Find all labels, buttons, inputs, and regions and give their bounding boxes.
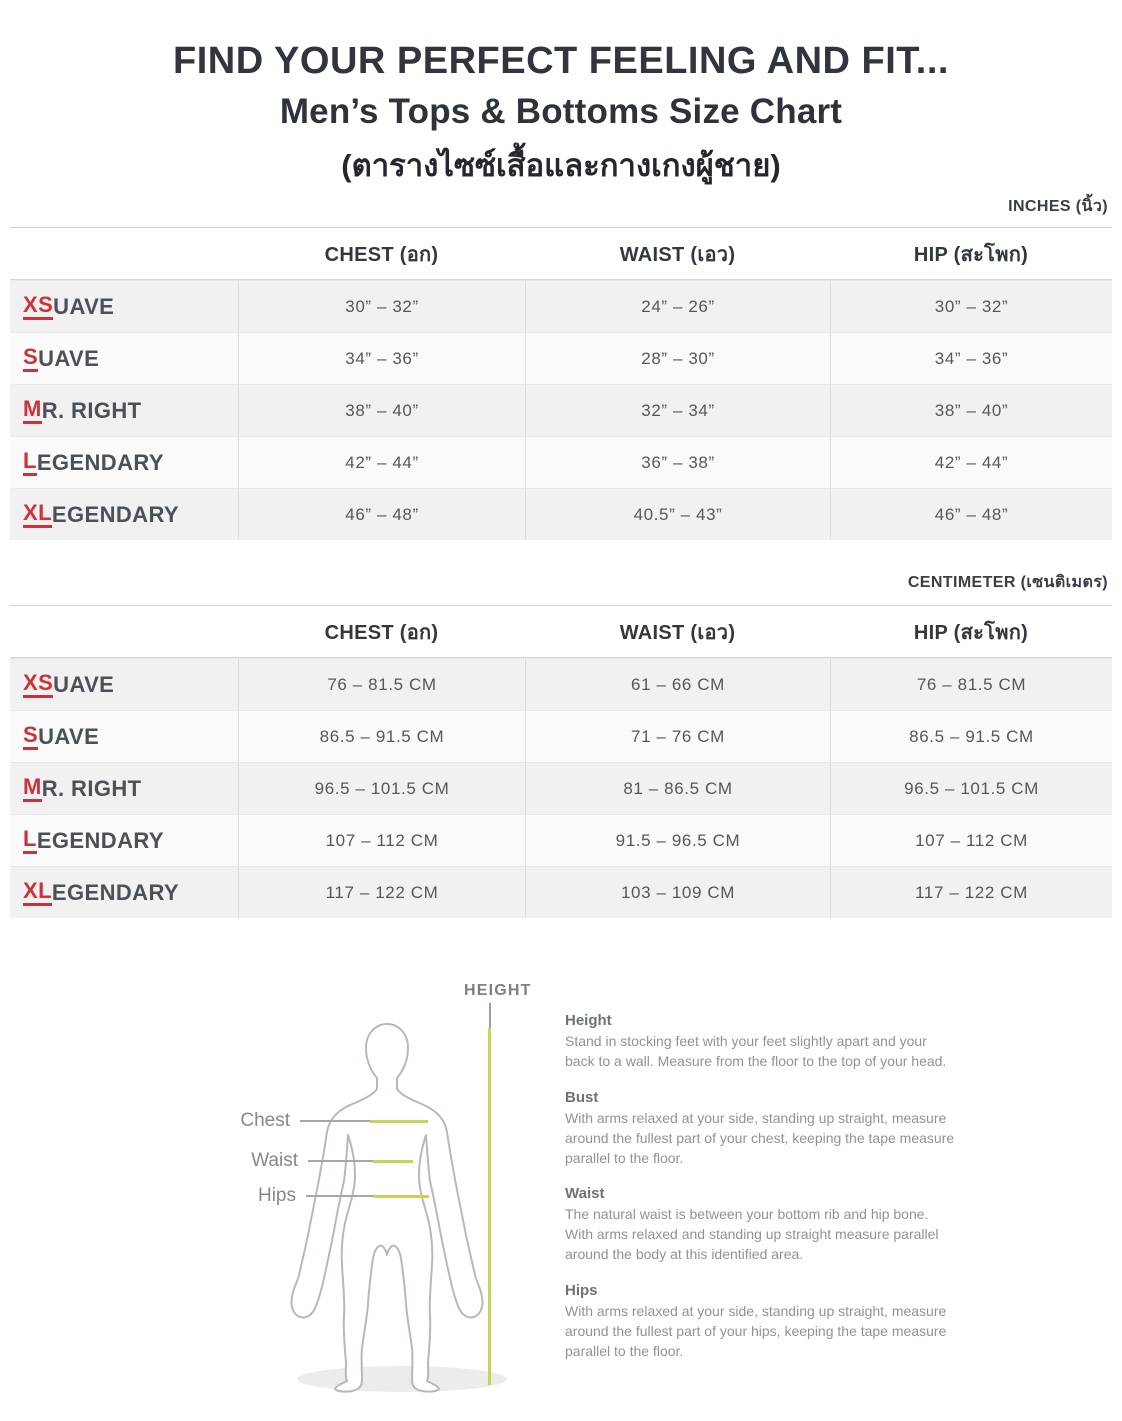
waist-column-header: WAIST (เอว) (619, 621, 736, 644)
hip-value: 34” – 36” (830, 333, 1112, 384)
waist-value: 81 – 86.5 CM (525, 763, 830, 814)
size-prefix: XS (23, 671, 53, 698)
hip-value: 117 – 122 CM (830, 867, 1112, 918)
page-title: FIND YOUR PERFECT FEELING AND FIT... (173, 40, 949, 82)
table-row (10, 866, 1112, 918)
waist-value: 71 – 76 CM (525, 711, 830, 762)
centimeter-size-table (10, 605, 1112, 918)
waist-value: 61 – 66 CM (525, 659, 830, 710)
table-header-row (10, 606, 1112, 658)
table-row (10, 710, 1112, 762)
table-row (10, 762, 1112, 814)
size-label: XS UAVE (23, 669, 115, 697)
hip-value: 42” – 44” (830, 437, 1112, 488)
table-row (10, 658, 1112, 710)
size-label: M R. RIGHT (23, 773, 142, 801)
hip-column-header: HIP (สะโพก) (913, 243, 1029, 266)
chest-value: 34” – 36” (238, 333, 525, 384)
chest-value: 30” – 32” (238, 281, 525, 332)
size-label: XS UAVE (23, 291, 115, 319)
instruction-title: Height (565, 1012, 612, 1029)
size-label: L EGENDARY (23, 825, 164, 853)
chest-value: 117 – 122 CM (238, 867, 525, 918)
size-prefix: M (23, 397, 42, 424)
hip-value: 46” – 48” (830, 489, 1112, 540)
instruction-text: The natural waist is between your bottom rib and hip bone. With arms relaxed and standing up straight measure parallel around the body at this identified area. (565, 1206, 939, 1263)
chest-measure-row (232, 1110, 428, 1132)
instruction-text: Stand in stocking feet with your feet slightly apart and your back to a wall. Measure from the floor to the top of your head. (565, 1033, 947, 1069)
hip-value: 30” – 32” (830, 281, 1112, 332)
instruction-title: Bust (565, 1088, 599, 1106)
size-label: XL EGENDARY (23, 877, 179, 905)
size-prefix: S (23, 345, 38, 372)
hip-value: 38” – 40” (830, 385, 1112, 436)
page-subtitle: Men’s Tops & Bottoms Size Chart (279, 92, 843, 131)
body-silhouette (291, 1024, 482, 1392)
size-label: M R. RIGHT (23, 395, 142, 423)
chest-value: 86.5 – 91.5 CM (238, 711, 525, 762)
table-row (10, 332, 1112, 384)
waist-value: 40.5” – 43” (525, 489, 830, 540)
hips-measure-line (374, 1195, 429, 1198)
instruction-title: Waist (565, 1185, 605, 1203)
chest-label: Chest (240, 1110, 290, 1131)
hip-column-header: HIP (สะโพก) (913, 621, 1029, 644)
table-row (10, 436, 1112, 488)
instruction-title: Hips (565, 1282, 598, 1299)
table-header-row (10, 228, 1112, 280)
chest-value: 76 – 81.5 CM (238, 659, 525, 710)
centimeter-unit-label: CENTIMETER (เซนติเมตร) (907, 574, 1108, 591)
page-subtitle-thai: (ตารางไซซ์เสื้อและกางเกงผู้ชาย) (341, 148, 781, 183)
waist-measure-line (373, 1160, 413, 1163)
chest-column-header: CHEST (อก) (324, 621, 439, 644)
table-row (10, 488, 1112, 540)
chest-value: 107 – 112 CM (238, 815, 525, 866)
chest-value: 42” – 44” (238, 437, 525, 488)
table-row (10, 814, 1112, 866)
hips-pointer-line (306, 1195, 374, 1197)
inches-unit-label: INCHES (นิ้ว) (1008, 198, 1108, 215)
size-label: S UAVE (23, 343, 100, 371)
hips-label: Hips (257, 1185, 296, 1206)
hip-value: 107 – 112 CM (830, 815, 1112, 866)
size-prefix: XS (23, 293, 53, 320)
measuring-instructions (565, 1012, 957, 1379)
chest-value: 96.5 – 101.5 CM (238, 763, 525, 814)
instruction-height (565, 1012, 957, 1072)
instruction-waist (565, 1185, 957, 1265)
size-label: S UAVE (23, 721, 100, 749)
size-prefix: L (23, 449, 37, 476)
table-row (10, 384, 1112, 436)
instruction-text: With arms relaxed at your side, standing up straight, measure around the fullest part of your chest, keeping the tape measure parallel to the floor. (565, 1109, 955, 1166)
size-prefix: L (23, 827, 37, 854)
chest-column-header: CHEST (อก) (324, 243, 439, 266)
waist-measure-row (240, 1150, 413, 1172)
instruction-hips (565, 1282, 957, 1362)
height-pointer-line (489, 1003, 491, 1028)
waist-value: 103 – 109 CM (525, 867, 830, 918)
waist-value: 28” – 30” (525, 333, 830, 384)
chest-measure-line (370, 1120, 428, 1123)
chest-pointer-line (300, 1120, 370, 1122)
waist-label: Waist (251, 1150, 298, 1171)
floor-shadow (297, 1366, 507, 1392)
waist-value: 24” – 26” (525, 281, 830, 332)
table-row (10, 280, 1112, 332)
size-prefix: XL (23, 501, 52, 528)
chest-value: 46” – 48” (238, 489, 525, 540)
instruction-bust (565, 1089, 957, 1169)
instruction-text: With arms relaxed at your side, standing up straight, measure around the fullest part of your hips, keeping the tape measure parallel to the floor. (565, 1303, 947, 1359)
size-prefix: S (23, 723, 38, 750)
height-measure-line (488, 1028, 491, 1385)
size-prefix: XL (23, 879, 52, 906)
size-label: XL EGENDARY (23, 499, 179, 527)
size-prefix: M (23, 775, 42, 802)
hip-value: 96.5 – 101.5 CM (830, 763, 1112, 814)
waist-value: 91.5 – 96.5 CM (525, 815, 830, 866)
body-outline-figure (282, 1018, 532, 1398)
header-block (0, 0, 1122, 190)
size-label: L EGENDARY (23, 447, 164, 475)
chest-value: 38” – 40” (238, 385, 525, 436)
waist-pointer-line (308, 1160, 373, 1162)
hip-value: 76 – 81.5 CM (830, 659, 1112, 710)
waist-value: 32” – 34” (525, 385, 830, 436)
waist-column-header: WAIST (เอว) (619, 243, 736, 266)
waist-value: 36” – 38” (525, 437, 830, 488)
hips-measure-row (238, 1185, 429, 1207)
hip-value: 86.5 – 91.5 CM (830, 711, 1112, 762)
inches-size-table (10, 227, 1112, 540)
height-label: HEIGHT (464, 982, 532, 999)
